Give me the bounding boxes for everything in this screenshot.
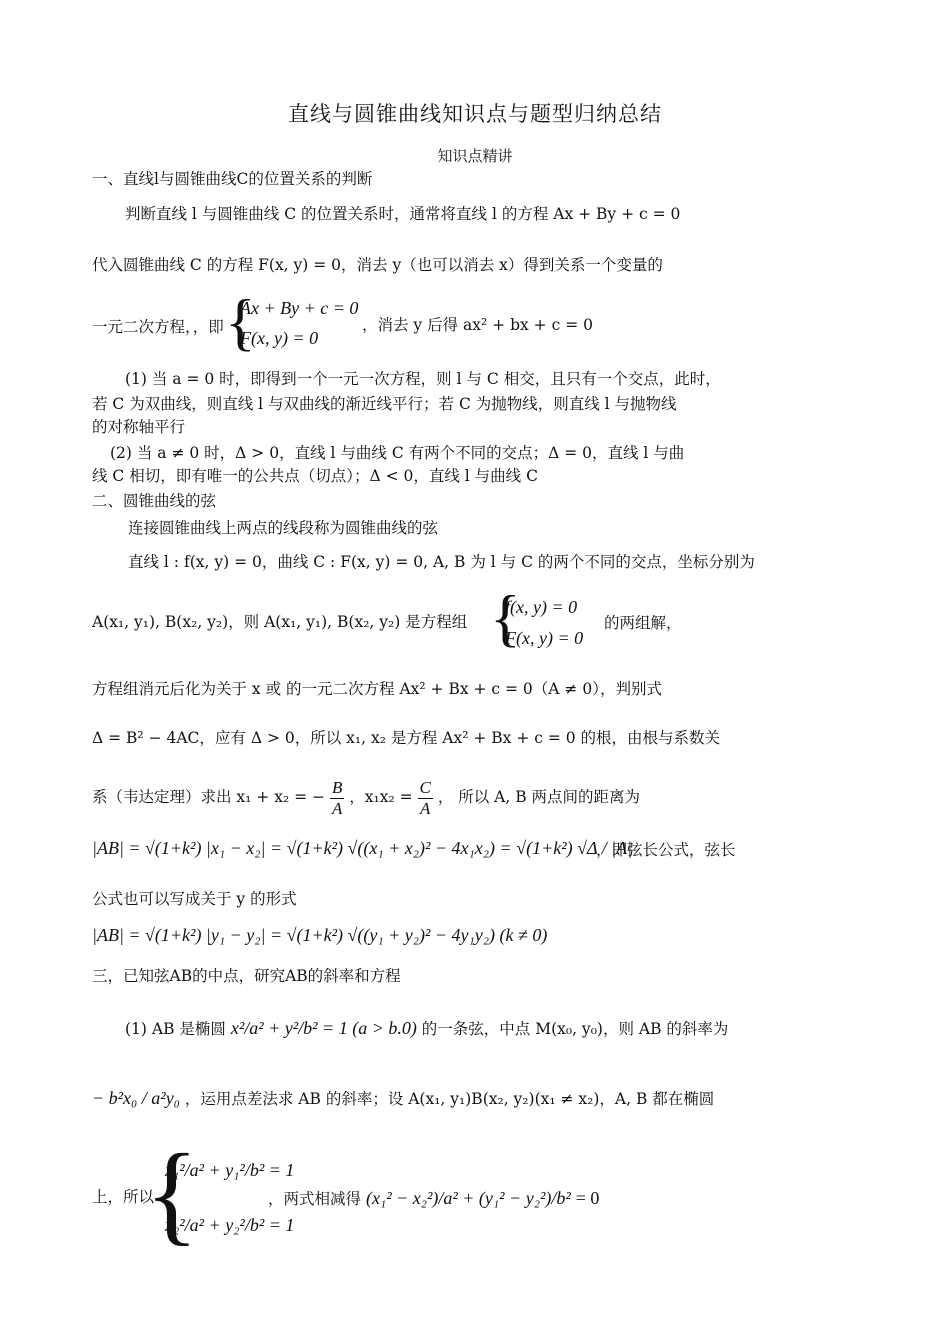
paragraph-line: 上，所以 xyxy=(92,1188,155,1206)
paragraph-line: 公式也可以写成关于 y 的形式 xyxy=(92,890,297,908)
slope-formula: − b²x₀ / a²y₀ xyxy=(92,1088,180,1108)
paragraph-line xyxy=(92,1088,714,1110)
system-equation: F(x, y) = 0 xyxy=(505,628,584,648)
left-brace: { xyxy=(490,582,521,653)
paragraph-line: 方程组消元后化为关于 x 或 的一元二次方程 Ax² + Bx + c = 0（A ≠ 0），判别式 xyxy=(92,680,662,698)
paragraph-line: 的两组解， xyxy=(604,614,682,632)
text-run: 的一条弦，中点 M(x₀, y₀)，则 AB 的斜率为 xyxy=(421,1020,729,1038)
left-brace: { xyxy=(225,286,256,357)
fraction-b-over-a: $\frac{B}{A}$ xyxy=(331,778,343,818)
page-title: 直线与圆锥曲线知识点与题型归纳总结 xyxy=(288,102,662,126)
page-subtitle: 知识点精讲 xyxy=(437,147,513,165)
system-equation: f(x, y) = 0 xyxy=(505,597,578,617)
chord-length-formula: |AB| = √(1+k²) |x₁ − x₂| = √(1+k²) √((x₁ + x₂)² − 4x₁x₂) = √(1+k²) √Δ / |A| xyxy=(92,838,633,858)
paragraph-line: 代入圆锥曲线 C 的方程 F(x, y) = 0，消去 y（也可以消去 x）得到关系一个变量的 xyxy=(92,256,663,274)
system-equation: x₁²/a² + y₁²/b² = 1 xyxy=(165,1160,295,1180)
paragraph-line: A(x₁, y₁), B(x₂, y₂)，则 A(x₁, y₁), B(x₂, y₂) 是方程组 xyxy=(92,613,468,631)
paragraph-line: 的对称轴平行 xyxy=(92,418,186,436)
paragraph-line: (1) 当 a = 0 时，即得到一个一元一次方程，则 l 与 C 相交，且只有一个交点，此时， xyxy=(125,370,721,388)
paragraph-line: 线 C 相切，即有唯一的公共点（切点）；Δ < 0，直线 l 与曲线 C xyxy=(92,467,538,485)
ellipse-equation: x²/a² + y²/b² = 1 (a > b.0) xyxy=(230,1018,417,1038)
fraction-c-over-a: $\frac{C}{A}$ xyxy=(419,778,431,818)
paragraph-line: 连接圆锥曲线上两点的线段称为圆锥曲线的弦 xyxy=(128,519,439,537)
paragraph-line: Δ = B² − 4AC，应有 Δ > 0，所以 x₁, x₂ 是方程 Ax² + Bx + c = 0 的根，由根与系数关 xyxy=(92,729,721,747)
text-run: ，运用点差法求 AB 的斜率；设 A(x₁, y₁)B(x₂, y₂)(x₁ ≠ x₂)，A, B 都在椭圆 xyxy=(184,1090,715,1108)
paragraph-line xyxy=(125,1018,728,1040)
section-heading-2: 二、圆锥曲线的弦 xyxy=(92,492,217,510)
difference-formula: (x₁² − x₂²)/a² + (y₁² − y₂²)/b² xyxy=(365,1188,571,1208)
paragraph-line: 直线 l : f(x, y) = 0，曲线 C : F(x, y) = 0, A, B 为 l 与 C 的两个不同的交点，坐标分别为 xyxy=(128,553,755,571)
paragraph-line: 若 C 为双曲线，则直线 l 与双曲线的渐近线平行；若 C 为抛物线，则直线 l 与抛物线 xyxy=(92,395,677,413)
system-equation: x₂²/a² + y₂²/b² = 1 xyxy=(165,1215,295,1235)
system-equation: Ax + By + c = 0 xyxy=(240,298,359,318)
paragraph-line: ，消去 y 后得 ax² + bx + c = 0 xyxy=(362,316,593,334)
paragraph-line: 一元二次方程，，即 xyxy=(92,318,224,336)
left-brace: { xyxy=(145,1132,199,1256)
text-run: ，两式相减得 xyxy=(268,1190,362,1208)
paragraph-line xyxy=(268,1188,599,1210)
text-run: 系（韦达定理）求出 x₁ + x₂ = − xyxy=(92,788,326,807)
paragraph-line: ，即弦长公式，弦长 xyxy=(596,841,736,859)
text-run: ， 所以 A, B 两点间的距离为 xyxy=(437,788,641,807)
chord-length-formula-y: |AB| = √(1+k²) |y₁ − y₂| = √(1+k²) √((y₁ + y₂)² − 4y₁y₂) (k ≠ 0) xyxy=(92,925,548,945)
section-heading-3: 三，已知弦AB的中点，研究AB的斜率和方程 xyxy=(92,967,401,985)
system-equation: F(x, y) = 0 xyxy=(240,328,319,348)
section-heading-1: 一、直线l与圆锥曲线C的位置关系的判断 xyxy=(92,170,373,188)
paragraph-line: (2) 当 a ≠ 0 时，Δ > 0，直线 l 与曲线 C 有两个不同的交点；Δ = 0，直线 l 与曲 xyxy=(110,444,685,462)
text-run: = 0 xyxy=(575,1188,600,1208)
paragraph-line xyxy=(92,778,640,818)
text-run: ，x₁x₂ = xyxy=(349,788,413,807)
paragraph-line: 判断直线 l 与圆锥曲线 C 的位置关系时，通常将直线 l 的方程 Ax + By + c = 0 xyxy=(125,205,681,223)
text-run: (1) AB 是椭圆 xyxy=(125,1020,226,1038)
